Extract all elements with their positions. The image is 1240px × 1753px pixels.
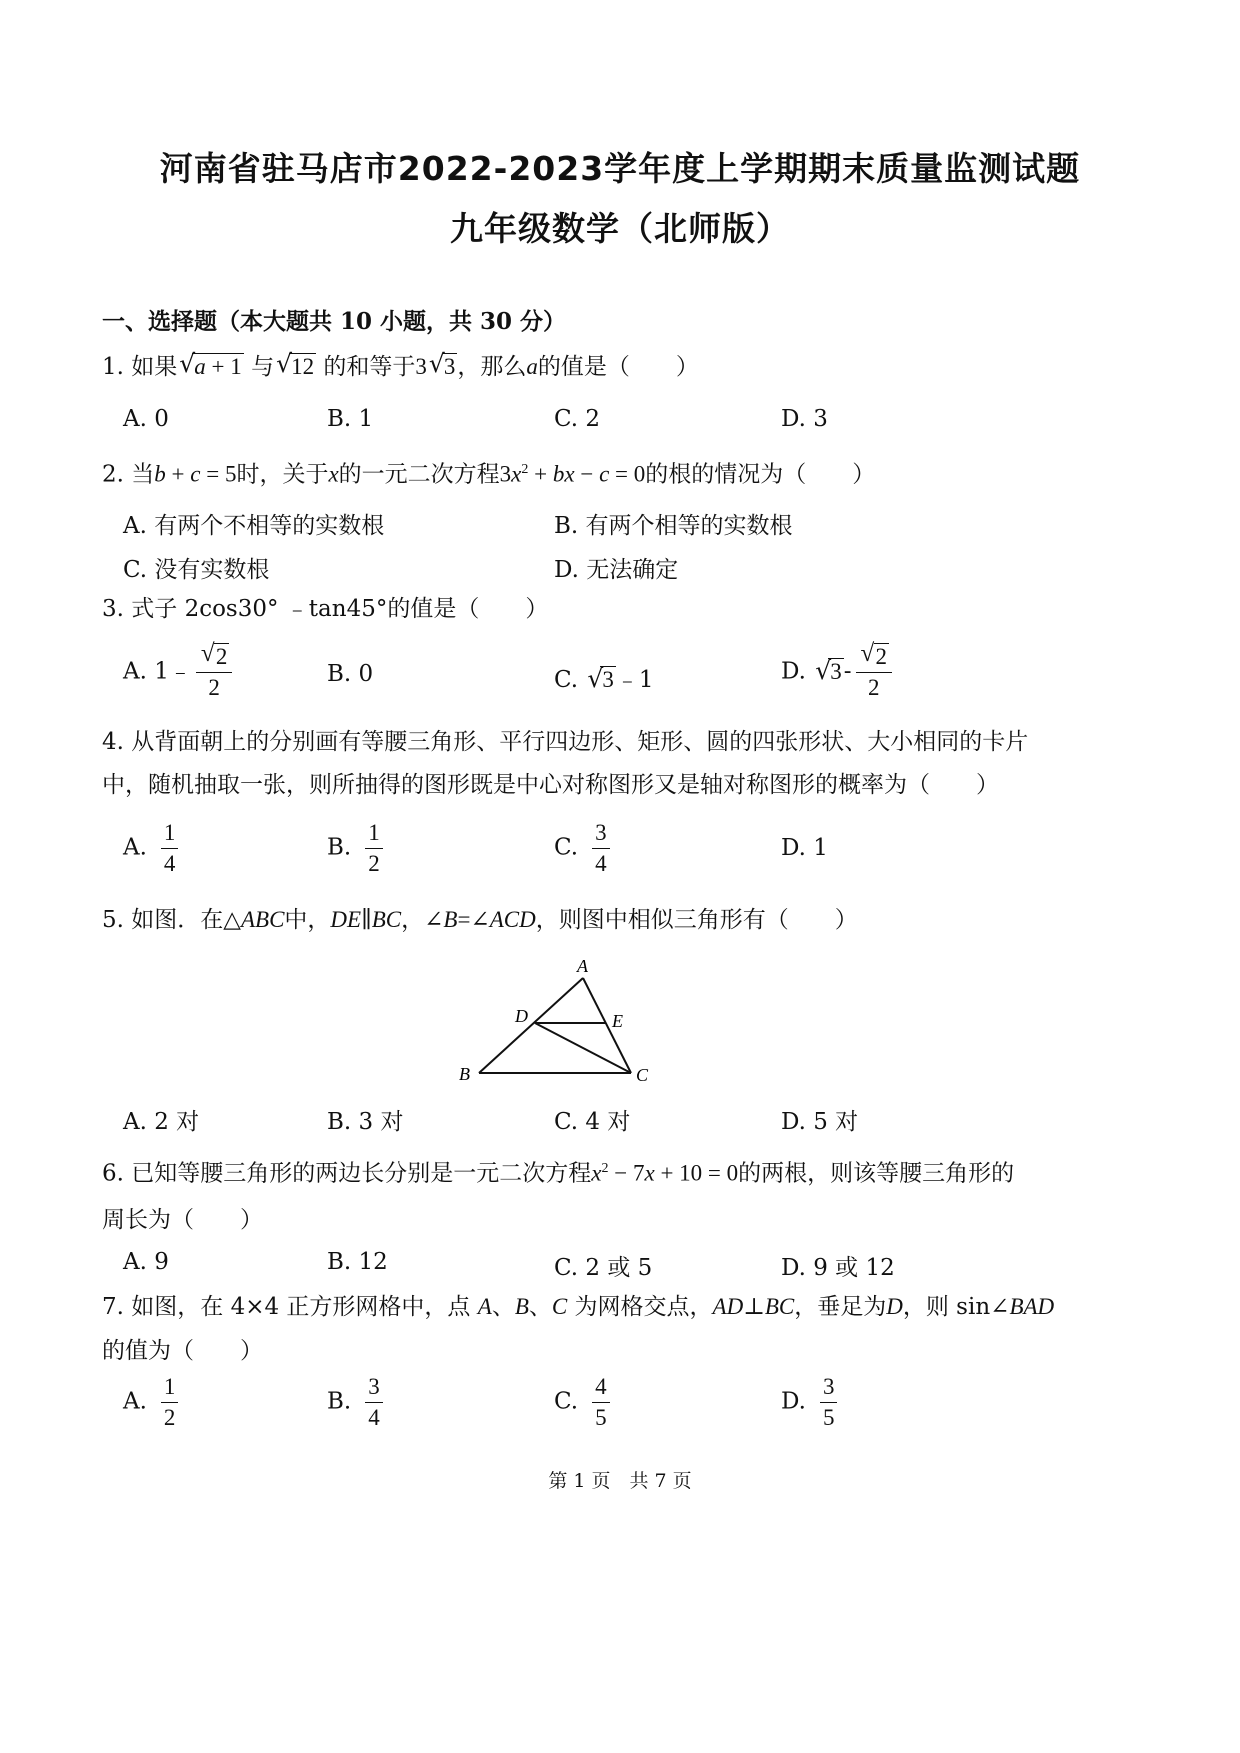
page-title: 河南省驻马店市2022-2023学年度上学期期末质量监测试题 <box>159 149 1081 188</box>
question-4-line-2: 中，随机抽取一张，则所抽得的图形既是中心对称图形又是轴对称图形的概率为（ ） <box>102 772 999 798</box>
q6-option-c: C. 2 或 5 <box>554 1255 653 1281</box>
question-4-line-1: 4. 从背面朝上的分别画有等腰三角形、平行四边形、矩形、圆的四张形状、大小相同的卡片 <box>102 729 1029 755</box>
q1-option-d: D. 3 <box>781 406 828 432</box>
q5-option-d: D. 5 对 <box>781 1109 859 1135</box>
q2-option-a: A. 有两个不相等的实数根 <box>123 513 385 539</box>
q5-option-c: C. 4 对 <box>554 1109 631 1135</box>
side-ab <box>479 978 583 1073</box>
q6-option-a: A. 9 <box>123 1249 169 1275</box>
q2-option-b: B. 有两个相等的实数根 <box>554 513 793 539</box>
q2-option-d: D. 无法确定 <box>554 557 679 583</box>
page-footer: 第 1 页 共 7 页 <box>548 1470 692 1492</box>
label-d: D <box>515 1006 528 1026</box>
sqrt-a-plus-1: √ a + 1 <box>179 349 242 379</box>
q3-option-a: A. 1﹣ √ 2 2 <box>123 642 236 703</box>
q4-option-b: B. $\frac{1}{2}$ <box>327 818 387 879</box>
sqrt-12: √ 12 <box>276 349 315 379</box>
q4-option-d: D. 1 <box>781 835 828 861</box>
question-6-line-2: 周长为（ ） <box>102 1207 263 1233</box>
question-3: 3. 式子 2cos30° ﹣tan45°的值是（ ） <box>102 596 549 622</box>
q1-option-c: C. 2 <box>554 406 601 432</box>
q5-option-a: A. 2 对 <box>123 1109 200 1135</box>
q7-option-d: D. $\frac{3}{5}$ <box>781 1372 841 1433</box>
q6-option-b: B. 12 <box>327 1249 388 1275</box>
q5-option-b: B. 3 对 <box>327 1109 404 1135</box>
q3-option-c: C. √ 3﹣1 <box>554 664 654 693</box>
side-ac <box>583 978 631 1073</box>
question-2: 2. 当b + c = 5时，关于x的一元二次方程$3x^2$ + bx − c = 0的根的情况为（ ） <box>102 461 876 488</box>
q1-option-b: B. 1 <box>327 406 374 432</box>
q1-option-a: A. 0 <box>123 406 169 432</box>
q4-option-c: C. $\frac{3}{4}$ <box>554 818 614 879</box>
question-1: 1. 如果 √ a + 1 与 √ 12 的和等于3 √ 3，那么a的值是（ ） <box>102 349 699 380</box>
page-subtitle: 九年级数学（北师版） <box>450 209 790 248</box>
q2-option-c: C. 没有实数根 <box>123 557 270 583</box>
label-a: A <box>577 956 588 976</box>
q3-option-d: D. √ 3- √ 2 2 <box>781 642 896 703</box>
question-6: 6. 已知等腰三角形的两边长分别是一元二次方程$x^2 - 7x + 10 = 0$的两根，则该等腰三角形的 <box>102 1160 1015 1187</box>
question-7: 7. 如图，在 4×4 正方形网格中，点 A、B、C 为网格交点，AD⊥BC，垂足为D，则 sin∠BAD <box>102 1294 1055 1320</box>
q3-option-b: B. 0 <box>327 661 374 687</box>
q4-option-a: A. $\frac{1}{4}$ <box>123 818 182 879</box>
q7-option-a: A. $\frac{1}{2}$ <box>123 1372 182 1433</box>
q7-option-b: B. $\frac{3}{4}$ <box>327 1372 387 1433</box>
question-7-line-2: 的值为（ ） <box>102 1338 263 1364</box>
q6-option-d: D. 9 或 12 <box>781 1255 895 1281</box>
triangle-figure <box>450 955 670 1090</box>
label-c: C <box>636 1065 649 1085</box>
label-e: E <box>612 1011 623 1031</box>
question-5: 5. 如图．在△ABC中，DE∥BC，∠B=∠ACD，则图中相似三角形有（ ） <box>102 907 858 933</box>
section-heading: 一、选择题（本大题共 10 小题，共 30 分） <box>102 308 567 335</box>
label-b: B <box>459 1064 470 1084</box>
sqrt-3: √ 3 <box>428 349 456 379</box>
q7-option-c: C. $\frac{4}{5}$ <box>554 1372 614 1433</box>
